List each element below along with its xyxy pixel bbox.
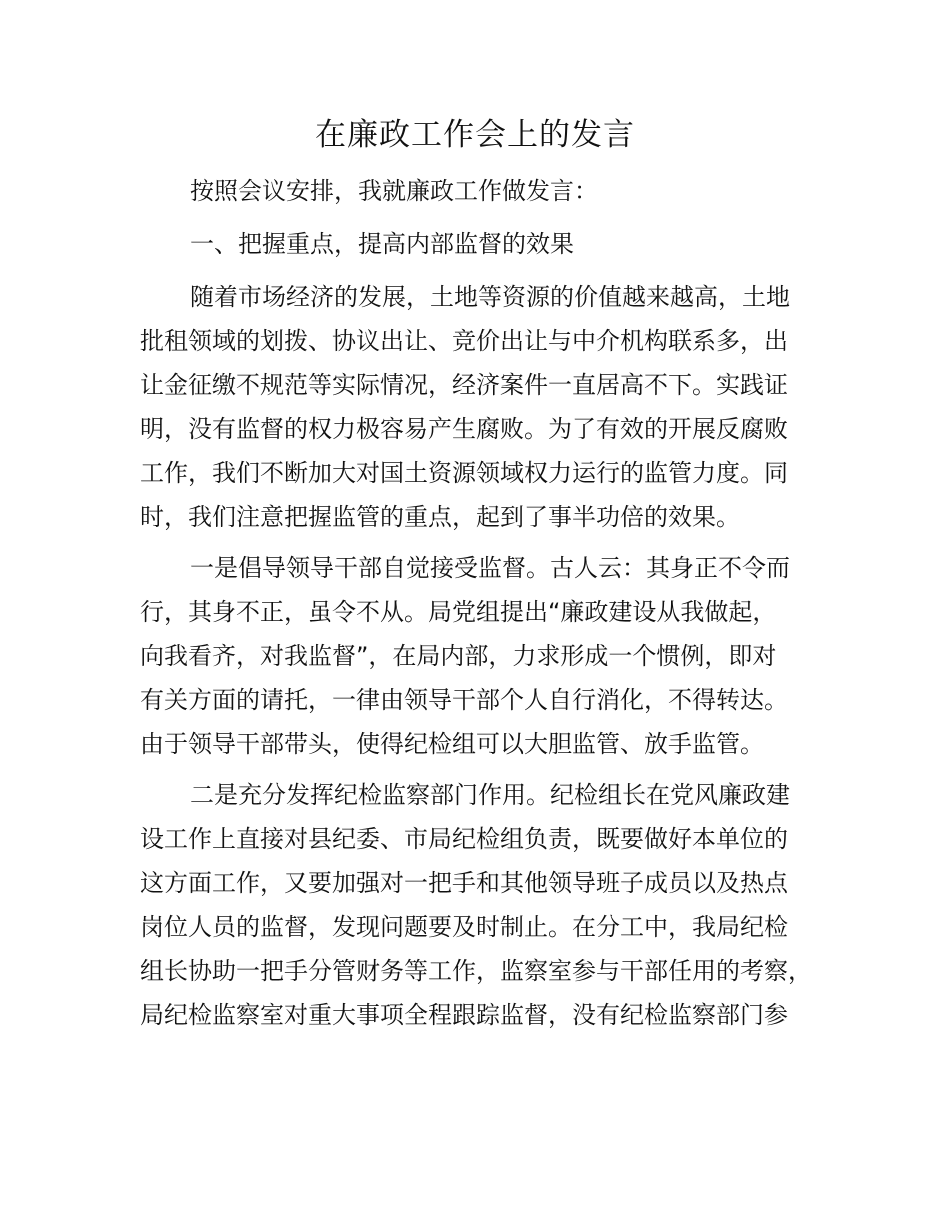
paragraph-line: 组长协助一把手分管财务等工作，监察室参与干部任用的考察， xyxy=(140,957,812,985)
paragraph-line: 这方面工作，又要加强对一把手和其他领导班子成员以及热点 xyxy=(140,869,788,897)
paragraph-line: 让金征缴不规范等实际情况，经济案件一直居高不下。实践证 xyxy=(140,371,788,399)
paragraph-line: 随着市场经济的发展，土地等资源的价值越来越高，土地 xyxy=(190,283,790,311)
section-heading: 一、把握重点，提高内部监督的效果 xyxy=(190,230,574,258)
paragraph-line: 时，我们注意把握监管的重点，起到了事半功倍的效果。 xyxy=(140,503,740,531)
paragraph-line: 一是倡导领导干部自觉接受监督。古人云：其身正不令而 xyxy=(190,554,790,582)
paragraph-line: 由于领导干部带头，使得纪检组可以大胆监管、放手监管。 xyxy=(140,730,764,758)
paragraph-line: 批租领域的划拨、协议出让、竞价出让与中介机构联系多，出 xyxy=(140,327,788,355)
paragraph-line: 二是充分发挥纪检监察部门作用。纪检组长在党风廉政建 xyxy=(190,781,790,809)
paragraph-line: 有关方面的请托，一律由领导干部个人自行消化，不得转达。 xyxy=(140,686,788,714)
paragraph-line: 设工作上直接对县纪委、市局纪检组负责，既要做好本单位的 xyxy=(140,825,788,853)
paragraph-line: 明，没有监督的权力极容易产生腐败。为了有效的开展反腐败 xyxy=(140,415,788,443)
paragraph-line: 局纪检监察室对重大事项全程跟踪监督，没有纪检监察部门参 xyxy=(140,1001,788,1029)
paragraph-line: 工作，我们不断加大对国土资源领域权力运行的监管力度。同 xyxy=(140,459,788,487)
paragraph-line: 岗位人员的监督，发现问题要及时制止。在分工中，我局纪检 xyxy=(140,913,788,941)
paragraph-line: 行，其身不正，虽令不从。局党组提出“廉政建设从我做起， xyxy=(140,598,777,626)
intro-line: 按照会议安排，我就廉政工作做发言： xyxy=(190,177,598,205)
document-title: 在廉政工作会上的发言 xyxy=(315,117,635,153)
paragraph-line: 向我看齐，对我监督”，在局内部，力求形成一个惯例，即对 xyxy=(140,642,777,670)
